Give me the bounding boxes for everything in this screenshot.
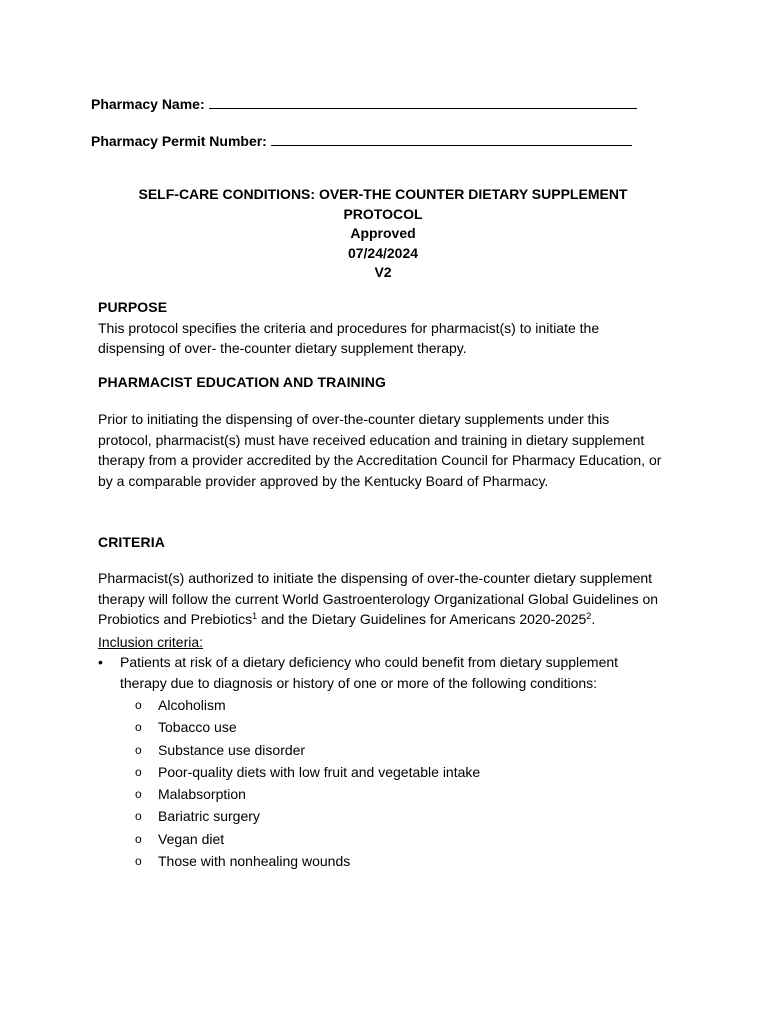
reference-1: 1: [252, 611, 258, 621]
pharmacy-permit-row: [91, 130, 632, 150]
condition-text: Poor-quality diets with low fruit and vegetable intake: [158, 763, 481, 780]
circle-bullet-icon: o: [135, 854, 142, 869]
pharmacy-name-label: Pharmacy Name:: [91, 96, 205, 112]
pharmacy-name-row: [91, 93, 637, 113]
pharmacy-permit-blank[interactable]: [271, 130, 632, 146]
criteria-text-part2: and the Dietary Guidelines for Americans 2020-2025: [257, 611, 587, 627]
training-section: [98, 409, 663, 491]
condition-text: Those with nonhealing wounds: [158, 853, 351, 870]
circle-bullet-icon: o: [135, 787, 142, 802]
criteria-heading: CRITERIA: [98, 534, 165, 550]
reference-2: 2: [586, 611, 592, 621]
document-title: [98, 185, 668, 283]
circle-bullet-icon: o: [135, 698, 142, 712]
list-item: [120, 850, 663, 872]
circle-bullet-icon: o: [135, 720, 142, 735]
condition-text: Bariatric surgery: [158, 808, 260, 825]
pharmacy-name-blank[interactable]: [209, 93, 637, 109]
criteria-section: [98, 568, 663, 872]
title-version: V2: [374, 264, 392, 280]
list-item: [120, 716, 663, 738]
list-item: [120, 739, 663, 761]
title-date: 07/24/2024: [347, 244, 419, 261]
pharmacy-permit-label: Pharmacy Permit Number:: [91, 133, 267, 149]
purpose-heading: PURPOSE: [98, 299, 168, 315]
list-item: [120, 761, 663, 783]
bullet-icon: •: [98, 654, 103, 670]
title-status: Approved: [350, 225, 416, 241]
title-line-2: PROTOCOL: [343, 205, 423, 222]
condition-text: Alcoholism: [158, 697, 226, 713]
condition-text: Vegan diet: [158, 830, 225, 847]
purpose-section: [98, 297, 663, 359]
inclusion-criteria-label: Inclusion criteria:: [98, 633, 204, 650]
list-item: [120, 828, 663, 850]
training-text: Prior to initiating the dispensing of over-the-counter dietary supplements under this protocol, pharmacist(s) must have received education and training in dietary supplement therapy from a provider accredited by the Accreditation Council for Pharmacy Education, or by a comparable provider approved by the Kentucky Board of Pharmacy.: [98, 411, 662, 489]
condition-text: Substance use disorder: [158, 741, 306, 758]
training-heading: PHARMACIST EDUCATION AND TRAINING: [98, 374, 386, 390]
criteria-text-part1: Pharmacist(s) authorized to initiate the dispensing of over-the-counter dietary supplement therapy will follow the current World Gastroenterology Organizational Global Guidelines on Probiotics and Prebiotics: [98, 570, 659, 627]
list-item: [120, 694, 663, 716]
list-item: [120, 783, 663, 805]
condition-text: Tobacco use: [158, 719, 237, 736]
purpose-text: This protocol specifies the criteria and procedures for pharmacist(s) to initiate the dispensing of over- the-counter dietary supplement therapy.: [98, 319, 600, 356]
title-line-1: SELF-CARE CONDITIONS: OVER-THE COUNTER DIETARY SUPPLEMENT: [138, 186, 628, 202]
bullet-text: Patients at risk of a dietary deficiency who could benefit from dietary supplement therapy due to diagnosis or history of one or more of the following conditions:: [120, 654, 619, 691]
inclusion-criteria-list: [98, 652, 663, 872]
criteria-text: [98, 568, 663, 630]
criteria-text-part3: .: [591, 611, 596, 627]
conditions-list: [120, 694, 663, 872]
condition-text: Malabsorption: [158, 786, 246, 803]
circle-bullet-icon: o: [135, 764, 142, 779]
circle-bullet-icon: o: [135, 831, 142, 846]
list-item: [120, 805, 663, 827]
circle-bullet-icon: o: [135, 742, 142, 757]
list-item: [98, 652, 663, 872]
circle-bullet-icon: o: [135, 809, 142, 824]
